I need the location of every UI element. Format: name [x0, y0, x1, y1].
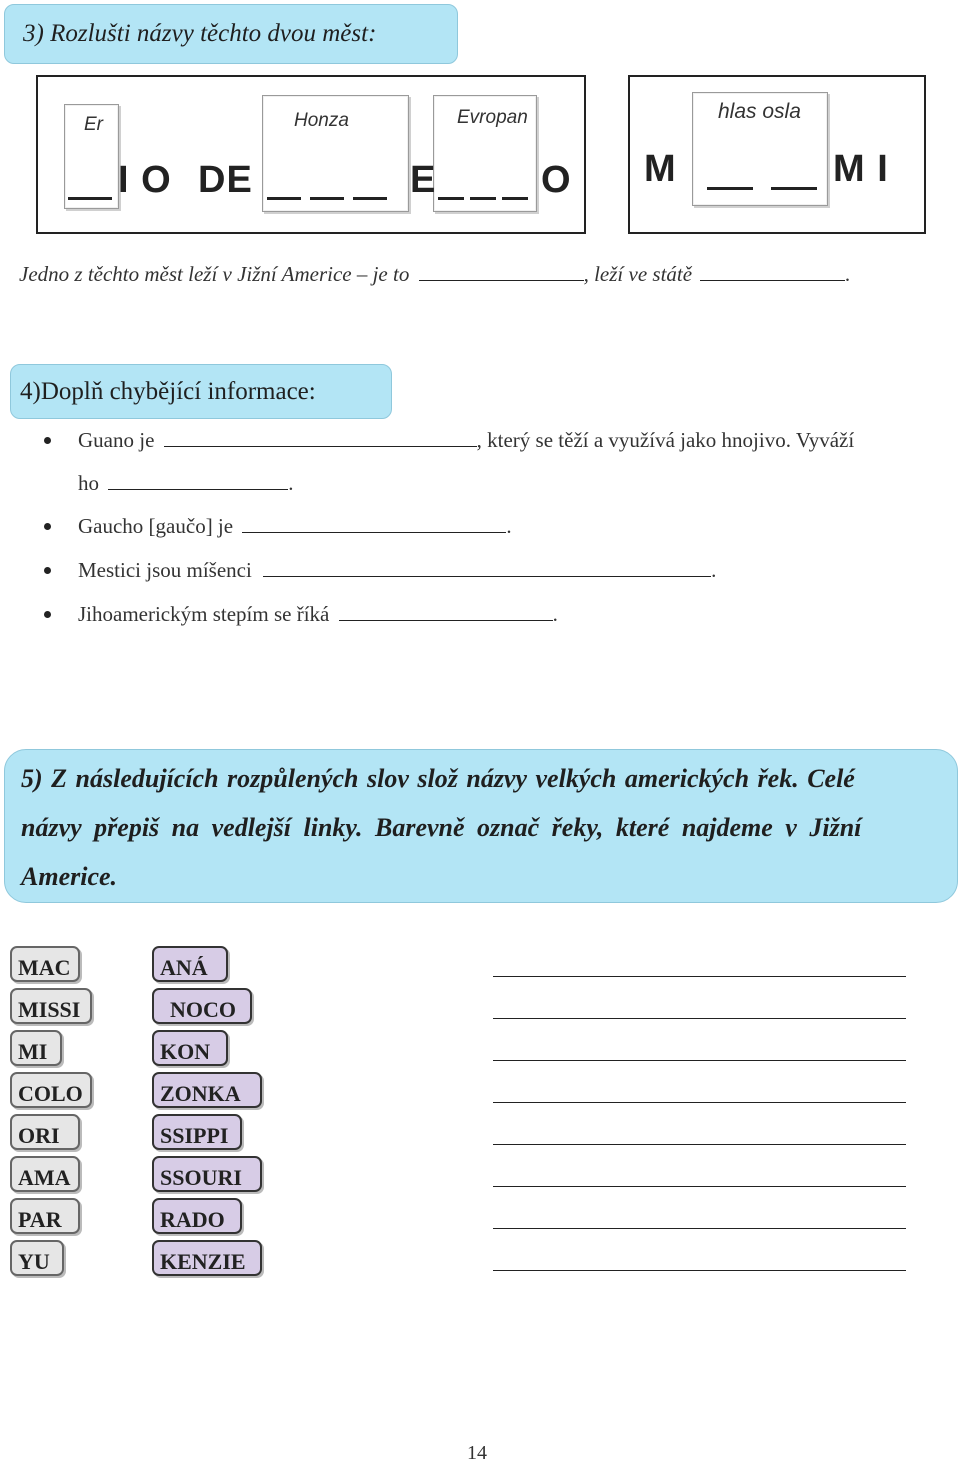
rebus-blank — [310, 197, 344, 200]
rebus-clue-hlas-osla: hlas osla — [718, 100, 801, 123]
answer-line[interactable] — [493, 1060, 906, 1061]
bullet — [44, 611, 51, 618]
task4-heading-text: 4)Doplň chybějící informace: — [20, 378, 316, 405]
page-number: 14 — [467, 1442, 487, 1464]
answer-blank-stepi[interactable] — [339, 619, 553, 621]
rebus-clue-er: Er — [84, 114, 103, 135]
rebus-blank — [438, 197, 464, 200]
answer-line[interactable] — [493, 1228, 906, 1229]
answer-line[interactable] — [493, 1144, 906, 1145]
rebus-letters-de: DE — [198, 159, 253, 201]
syllable-right[interactable]: SSIPPI — [152, 1114, 242, 1150]
syllable-right[interactable]: KON — [152, 1030, 228, 1066]
syllable-left[interactable]: AMA — [10, 1156, 80, 1192]
syllable-left[interactable]: PAR — [10, 1198, 80, 1234]
syllable-left[interactable]: YU — [10, 1240, 64, 1276]
bullet — [44, 437, 51, 444]
syllable-right[interactable]: SSOURI — [152, 1156, 262, 1192]
task4-item-guano-continued: ho . — [78, 471, 294, 495]
task5-heading — [4, 749, 958, 903]
task3-heading-text: 3) Rozlušti názvy těchto dvou měst: — [23, 20, 377, 47]
rebus-blank — [470, 197, 496, 200]
syllable-right[interactable]: KENZIE — [152, 1240, 262, 1276]
syllable-right[interactable]: ANÁ — [152, 946, 228, 982]
syllable-right[interactable]: NOCO — [152, 988, 252, 1024]
answer-line[interactable] — [493, 1018, 906, 1019]
rebus-letters-mi: M I — [833, 148, 889, 190]
answer-blank-mestici[interactable] — [263, 575, 711, 577]
syllable-right[interactable]: RADO — [152, 1198, 242, 1234]
task4-item-guano: Guano je , který se těží a využívá jako hnojivo. Vyváží — [78, 428, 855, 452]
rebus-blank — [771, 187, 817, 190]
rebus-letters-io: I O — [118, 159, 172, 201]
task5-heading-line-1: 5) Z následujících rozpůlených slov slož názvy velkých amerických řek. Celé — [21, 764, 855, 793]
answer-blank-guano[interactable] — [164, 445, 477, 447]
task3-heading — [4, 4, 458, 64]
rebus-letters-o: O — [541, 159, 572, 201]
task5-heading-line-2: názvy přepiš na vedlejší linky. Barevně označ řeky, které najdeme v Jižní — [21, 813, 862, 842]
syllable-left[interactable]: COLO — [10, 1072, 92, 1108]
rebus-puzzle-1 — [36, 75, 586, 234]
syllable-left[interactable]: MISSI — [10, 988, 92, 1024]
rebus-letters-e: E — [410, 159, 437, 201]
rebus-blank — [353, 197, 387, 200]
rebus-blank — [707, 187, 753, 190]
rebus-letters-m: M — [644, 148, 677, 190]
task3-sentence: Jedno z těchto měst leží v Jižní Americe – je to , leží ve státě . — [19, 262, 851, 286]
rebus-puzzle-2 — [628, 75, 926, 234]
answer-blank-gaucho[interactable] — [242, 531, 506, 533]
syllable-left[interactable]: MI — [10, 1030, 62, 1066]
syllable-right[interactable]: ZONKA — [152, 1072, 262, 1108]
task4-item-mestici: Mestici jsou míšenci . — [78, 558, 717, 582]
rebus-clue-honza: Honza — [294, 110, 349, 131]
answer-blank-export[interactable] — [108, 488, 288, 490]
answer-line[interactable] — [493, 1270, 906, 1271]
answer-blank-state[interactable] — [700, 279, 845, 281]
syllable-left[interactable]: ORI — [10, 1114, 80, 1150]
answer-line[interactable] — [493, 1186, 906, 1187]
task4-item-stepi: Jihoamerickým stepím se říká . — [78, 602, 558, 626]
task4-item-gaucho: Gaucho [gaučo] je . — [78, 514, 512, 538]
bullet — [44, 523, 51, 530]
task5-heading-line-3: Americe. — [21, 862, 118, 891]
syllable-left[interactable]: MAC — [10, 946, 80, 982]
answer-line[interactable] — [493, 1102, 906, 1103]
rebus-blank — [68, 197, 112, 200]
rebus-clue-evropan: Evropan — [457, 107, 528, 128]
task4-heading — [10, 364, 392, 419]
rebus-blank — [502, 197, 528, 200]
answer-line[interactable] — [493, 976, 906, 977]
bullet — [44, 567, 51, 574]
answer-blank-city[interactable] — [419, 279, 584, 281]
rebus-blank — [267, 197, 301, 200]
